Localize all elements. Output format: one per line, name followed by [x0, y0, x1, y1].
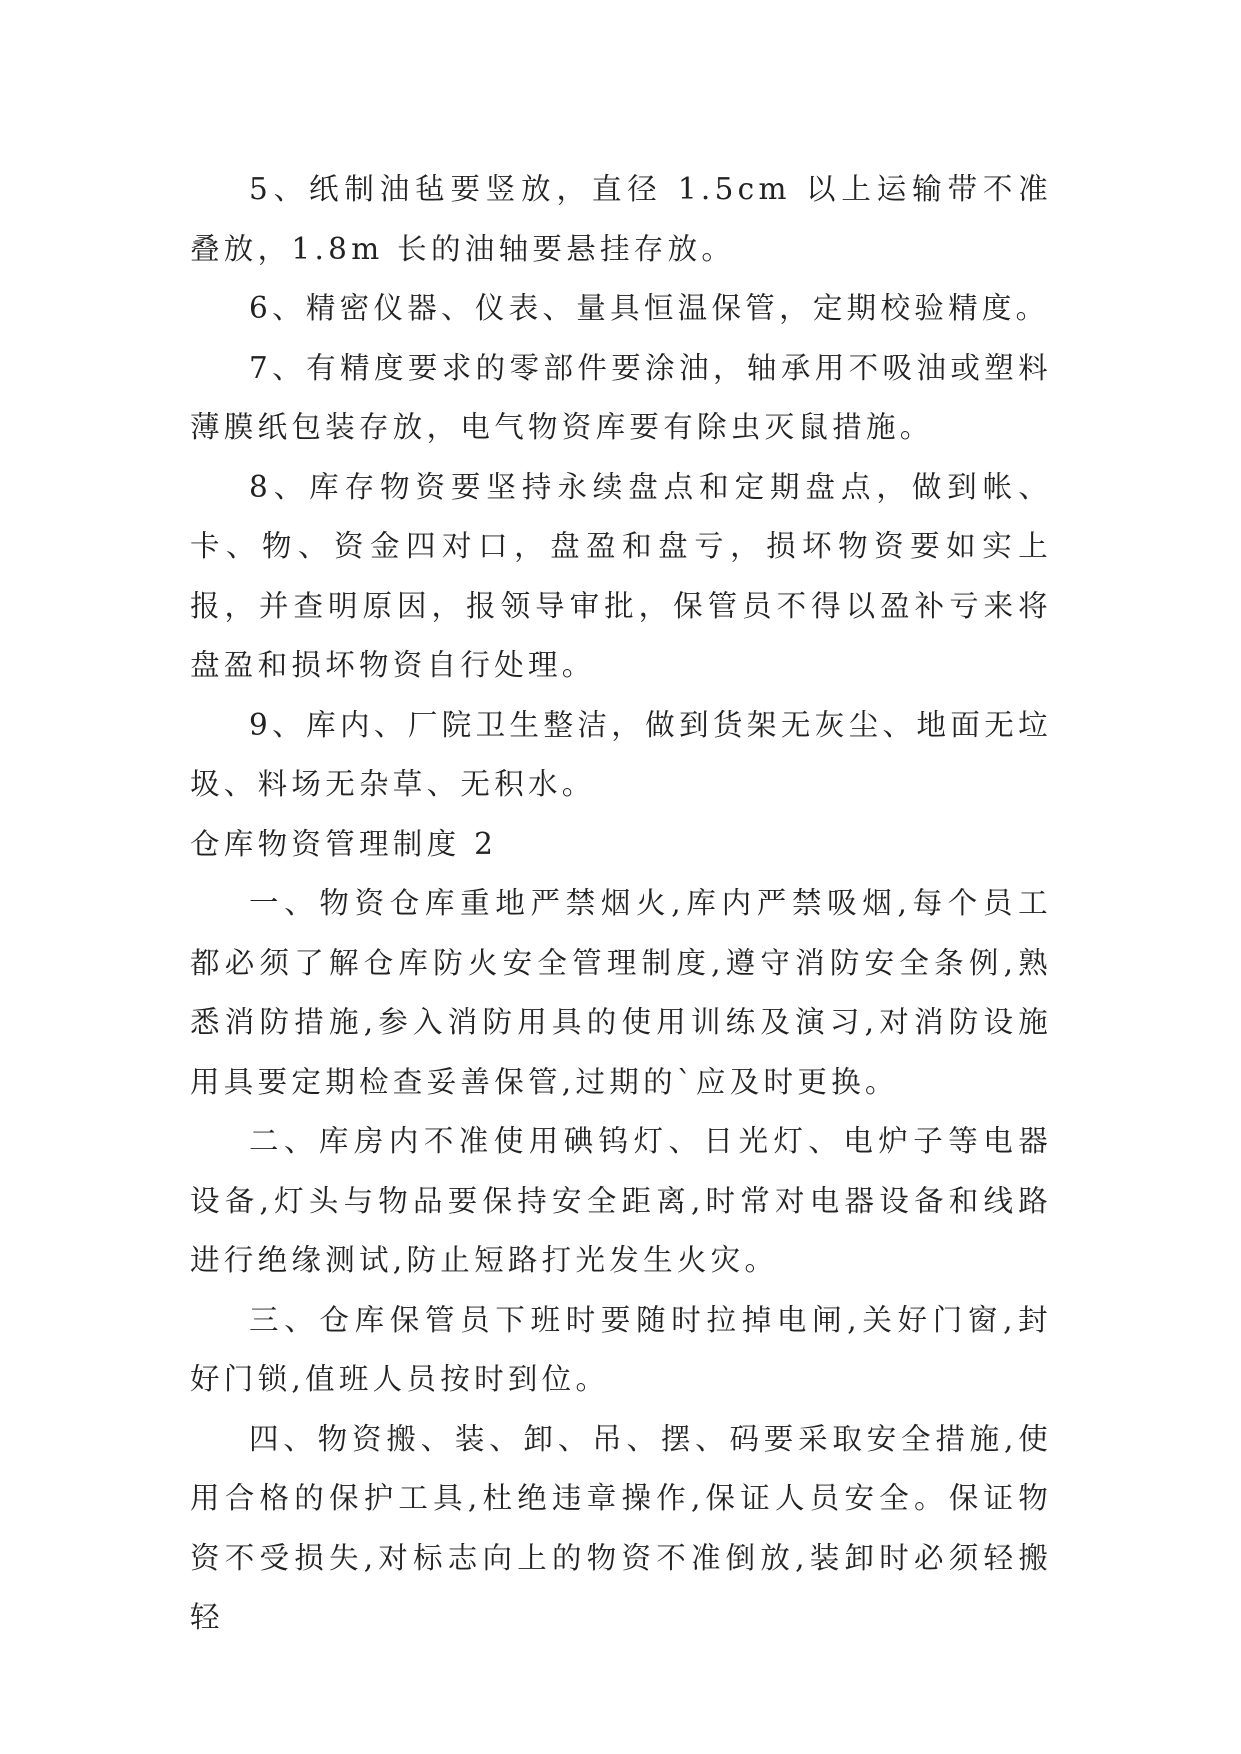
paragraph-item-1: 一、物资仓库重地严禁烟火,库内严禁吸烟,每个员工都必须了解仓库防火安全管理制度,遵守消防安全条例,熟悉消防措施,参入消防用具的使用训练及演习,对消防设施用具要定期检查妥善保管,过期的`应及时更换。	[190, 886, 1052, 1099]
paragraph-item-3: 三、仓库保管员下班时要随时拉掉电闸,关好门窗,封好门锁,值班人员按时到位。	[190, 1302, 1052, 1396]
document-body	[190, 160, 1052, 1648]
paragraph-rule-8: 8、库存物资要坚持永续盘点和定期盘点，做到帐、卡、物、资金四对口，盘盈和盘亏，损坏物资要如实上报，并查明原因，报领导审批，保管员不得以盈补亏来将盘盈和损坏物资自行处理。	[190, 469, 1052, 682]
paragraph-item-2: 二、库房内不准使用碘钨灯、日光灯、电炉子等电器设备,灯头与物品要保持安全距离,时常对电器设备和线路进行绝缘测试,防止短路打光发生火灾。	[190, 1124, 1052, 1277]
paragraph-rule-6: 6、精密仪器、仪表、量具恒温保管，定期校验精度。	[249, 291, 1050, 325]
paragraph-rule-9: 9、库内、厂院卫生整洁，做到货架无灰尘、地面无垃圾、料场无杂草、无积水。	[190, 707, 1052, 801]
section-title: 仓库物资管理制度 2	[190, 826, 498, 861]
paragraph-rule-7: 7、有精度要求的零部件要涂油，轴承用不吸油或塑料薄膜纸包装存放，电气物资库要有除虫灭鼠措施。	[190, 350, 1052, 444]
paragraph-item-4: 四、物资搬、装、卸、吊、摆、码要采取安全措施,使用合格的保护工具,杜绝违章操作,保证人员安全。保证物资不受损失,对标志向上的物资不准倒放,装卸时必须轻搬轻	[190, 1421, 1052, 1634]
paragraph-rule-5: 5、纸制油毡要竖放，直径 1.5cm 以上运输带不准叠放，1.8m 长的油轴要悬挂存放。	[190, 172, 1052, 266]
